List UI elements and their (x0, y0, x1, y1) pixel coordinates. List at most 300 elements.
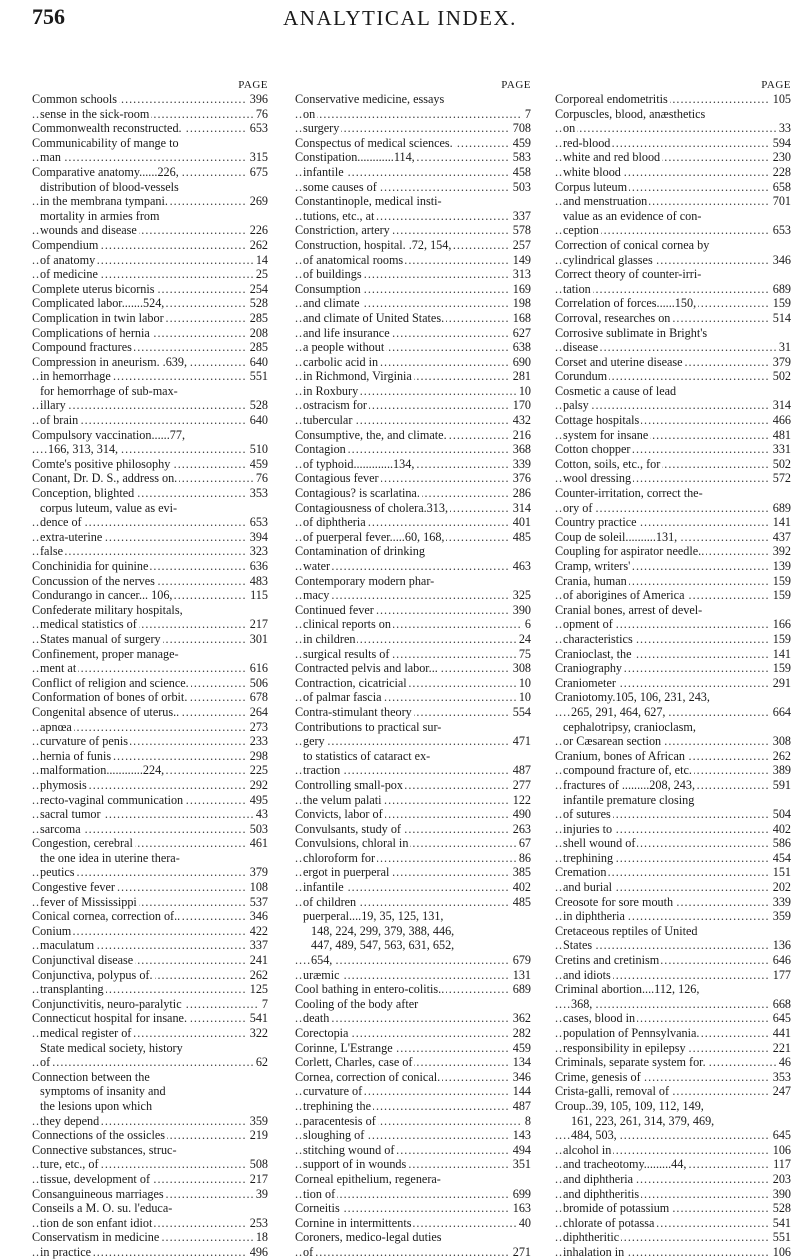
entry-text: extra-uterine (40, 529, 103, 544)
entry-text: of sutures (563, 807, 611, 822)
index-entry (32, 749, 268, 764)
entry-text: Correlation of forces......150, (555, 296, 697, 311)
entry-page-number: 376 (510, 471, 531, 486)
entry-page-number: 459 (510, 1041, 531, 1056)
entry-text: Conchinidia for quinine (32, 559, 149, 573)
index-entry (295, 1245, 531, 1260)
entry-page-number: 46 (776, 1055, 791, 1070)
index-entry (295, 150, 531, 165)
index-entry (555, 296, 791, 311)
index-entry (555, 1201, 791, 1216)
entry-text: cephalotripsy, cranioclasm, (563, 719, 696, 734)
index-entry (555, 253, 791, 268)
index-entry (295, 793, 531, 808)
entry-text: Coupling for aspirator needle.. (555, 544, 705, 559)
entry-text: and diphtheria (563, 1171, 634, 1186)
entry-page-number: 271 (510, 1245, 531, 1260)
entry-text: Corpus luteum (555, 179, 628, 194)
entry-text: or Cæsarean section (563, 734, 662, 749)
entry-text: Contra-stimulant theory (295, 704, 412, 719)
index-entry (295, 165, 531, 180)
entry-text: 654, (311, 953, 333, 968)
entry-text: Concussion of the nerves (32, 573, 155, 588)
entry-page-number: 481 (770, 428, 791, 443)
index-entry (32, 1114, 268, 1129)
index-entry (295, 384, 531, 399)
entry-text: Craniotomy.105, 106, 231, 243, (555, 690, 710, 705)
index-entry (555, 1245, 791, 1260)
index-entry (555, 165, 791, 180)
index-entry (295, 1187, 531, 1202)
index-entry (295, 1084, 531, 1099)
entry-page-number: 494 (510, 1143, 531, 1158)
index-entry (295, 603, 531, 618)
index-entry (32, 355, 268, 370)
index-entry (555, 544, 791, 559)
entry-page-number: 353 (770, 1070, 791, 1085)
entry-text: bromide of potassium (563, 1201, 670, 1216)
entry-text: of puerperal fever.....60, 168, (303, 529, 445, 544)
entry-page-number: 441 (770, 1026, 791, 1041)
entry-page-number: 502 (770, 369, 791, 384)
index-entry (295, 1143, 531, 1158)
index-entry (32, 763, 268, 778)
index-entry (555, 938, 791, 953)
entry-page-number: 583 (510, 150, 531, 165)
entry-page-number: 422 (247, 924, 268, 939)
entry-text: of palmar fascia (303, 690, 382, 705)
entry-text: value as an evidence of con- (563, 208, 702, 223)
index-entry (555, 1216, 791, 1231)
entry-text: 265, 291, 464, 627, (571, 704, 666, 719)
entry-text: surgery (303, 121, 340, 136)
entry-page-number: 528 (247, 398, 268, 413)
entry-text: Construction, hospital. .72, 154, (295, 237, 452, 252)
entry-text: and tracheotomy.........44, (563, 1157, 687, 1172)
index-entry (295, 778, 531, 793)
entry-text: Corrosive sublimate in Bright's (555, 325, 708, 340)
entry-page-number: 7 (259, 997, 268, 1012)
index-entry (555, 471, 791, 486)
index-entry (295, 953, 531, 968)
entry-text: of aborigines of America (563, 588, 685, 603)
entry-page-number: 221 (770, 1041, 791, 1056)
index-entry (555, 705, 791, 720)
index-entry (295, 471, 531, 486)
entry-page-number: 487 (510, 763, 531, 778)
column-heading: PAGE (238, 79, 268, 91)
index-entry (555, 442, 791, 457)
entry-page-number: 708 (510, 121, 531, 136)
entry-page-number: 379 (247, 865, 268, 880)
entry-page-number: 638 (510, 340, 531, 355)
entry-page-number: 368 (510, 442, 531, 457)
index-entry (32, 851, 268, 866)
entry-text: system for insane (563, 427, 649, 442)
index-entry (295, 223, 531, 238)
entry-text: Contagious fever (295, 471, 379, 486)
entry-page-number: 263 (510, 822, 531, 837)
index-entry (295, 1114, 531, 1129)
index-entry (555, 1070, 791, 1085)
index-entry (555, 924, 791, 939)
index-entry (32, 705, 268, 720)
entry-page-number: 315 (247, 150, 268, 165)
entry-text: Constipation............114, (295, 150, 415, 165)
entry-page-number: 76 (253, 471, 268, 486)
index-entry (295, 720, 531, 735)
entry-page-number: 308 (510, 661, 531, 676)
index-entry (32, 1026, 268, 1041)
entry-text: 368, (571, 996, 593, 1011)
entry-page-number: 503 (247, 822, 268, 837)
entry-text: stitching wound of (303, 1142, 395, 1157)
entry-text: Conservatism in medicine (32, 1230, 160, 1245)
entry-page-number: 67 (516, 836, 531, 851)
index-entry (32, 107, 268, 122)
entry-text: recto-vaginal communication (40, 792, 184, 807)
index-entry (32, 617, 268, 632)
entry-page-number: 487 (510, 1099, 531, 1114)
entry-text: tutions, etc., at (303, 208, 375, 223)
entry-page-number: 461 (247, 836, 268, 851)
index-entry (555, 355, 791, 370)
index-entry (295, 982, 531, 997)
index-entry (32, 413, 268, 428)
entry-text: water (303, 559, 331, 573)
entry-text: carbolic acid in (303, 354, 379, 369)
index-entry (555, 807, 791, 822)
index-entry (555, 107, 791, 122)
index-entry (295, 1026, 531, 1041)
entry-text: of medicine (40, 267, 98, 282)
entry-text: Corneal epithelium, regenera- (295, 1171, 441, 1186)
index-entry (32, 647, 268, 662)
index-entry (555, 793, 791, 808)
entry-page-number: 485 (510, 530, 531, 545)
entry-text: injuries to (563, 821, 613, 836)
entry-text: for hemorrhage of sub-max- (40, 383, 178, 398)
index-entry (555, 632, 791, 647)
index-entry (32, 501, 268, 516)
entry-page-number: 219 (247, 1128, 268, 1143)
entry-page-number: 281 (510, 369, 531, 384)
entry-text: Contributions to practical sur- (295, 719, 442, 734)
index-entry (32, 924, 268, 939)
index-entry (295, 486, 531, 501)
entry-page-number: 385 (510, 865, 531, 880)
entry-text: Comparative anatomy......226, (32, 164, 179, 179)
entry-text: trephining the (303, 1098, 372, 1113)
entry-text: Criminals, separate system for. (555, 1055, 706, 1070)
entry-text: apnœa (40, 719, 72, 734)
index-entry (295, 107, 531, 122)
index-entry (555, 1084, 791, 1099)
entry-text: Communicability of mange to (32, 135, 179, 150)
index-entry (295, 457, 531, 472)
entry-text: symptoms of insanity and (40, 1084, 166, 1099)
index-entry (555, 282, 791, 297)
entry-text: distribution of blood-vessels (40, 179, 179, 194)
entry-page-number: 390 (770, 1187, 791, 1202)
entry-text: corpus luteum, value as evi- (40, 500, 178, 515)
entry-page-number: 141 (770, 515, 791, 530)
entry-text: and diphtheritis (563, 1186, 640, 1201)
entry-page-number: 14 (253, 253, 268, 268)
index-entry (295, 1230, 531, 1245)
entry-text: sacral tumor (40, 807, 101, 822)
index-entry (555, 865, 791, 880)
entry-page-number: 291 (770, 676, 791, 691)
entry-text: Conservative medicine, essays (295, 92, 445, 106)
entry-page-number: 394 (247, 530, 268, 545)
entry-text: sense in the sick-room (40, 106, 150, 121)
entry-text: Cretaceous reptiles of United (555, 923, 698, 938)
entry-text: Corneitis (295, 1201, 340, 1216)
entry-page-number: 292 (247, 778, 268, 793)
index-entry (295, 121, 531, 136)
entry-page-number: 459 (247, 457, 268, 472)
entry-page-number: 6 (522, 617, 531, 632)
entry-text: ture, etc., of (40, 1157, 99, 1172)
entry-page-number: 139 (770, 559, 791, 574)
entry-page-number: 337 (510, 209, 531, 224)
entry-page-number: 627 (510, 326, 531, 341)
index-entry (295, 1041, 531, 1056)
entry-text: mortality in armies from (40, 208, 160, 223)
entry-page-number: 537 (247, 895, 268, 910)
entry-page-number: 233 (247, 734, 268, 749)
entry-page-number: 159 (770, 296, 791, 311)
entry-page-number: 216 (510, 428, 531, 443)
entry-text: phymosis (40, 777, 87, 792)
index-entry (555, 384, 791, 399)
entry-page-number: 689 (770, 282, 791, 297)
index-entry (295, 413, 531, 428)
index-entry (295, 661, 531, 676)
index-entry (555, 369, 791, 384)
index-entry (32, 442, 268, 457)
entry-page-number: 10 (516, 676, 531, 691)
index-entry (32, 588, 268, 603)
entry-page-number: 392 (770, 544, 791, 559)
entry-page-number: 257 (510, 238, 531, 253)
index-entry (32, 180, 268, 195)
entry-text: Comte's positive philosophy (32, 456, 171, 471)
index-entry (555, 530, 791, 545)
entry-page-number: 459 (510, 136, 531, 151)
entry-text: Corporeal endometritis (555, 92, 668, 106)
entry-text: surgical results of (303, 646, 390, 661)
entry-page-number: 8 (522, 1114, 531, 1129)
entry-page-number: 149 (510, 253, 531, 268)
entry-page-number: 25 (253, 267, 268, 282)
entry-text: and burial (563, 880, 613, 895)
entry-text: Conjunctiva, polypus of. (32, 967, 153, 982)
index-entry (555, 880, 791, 895)
entry-text: ory of (563, 500, 593, 515)
entry-text: Conjunctival disease (32, 953, 134, 968)
entry-text: Crania, human (555, 573, 627, 588)
entry-page-number: 490 (510, 807, 531, 822)
entry-page-number: 640 (247, 355, 268, 370)
index-entry (555, 209, 791, 224)
entry-text: and climate (303, 296, 360, 311)
index-entry (32, 822, 268, 837)
index-entry (32, 982, 268, 997)
entry-text: man (40, 150, 61, 165)
entry-page-number: 463 (510, 559, 531, 574)
entry-text: Cornea, correction of conical. (295, 1069, 441, 1084)
index-entry (32, 661, 268, 676)
index-entry (295, 180, 531, 195)
index-entry (555, 501, 791, 516)
entry-page-number: 640 (247, 413, 268, 428)
entry-page-number: 359 (247, 1114, 268, 1129)
entry-page-number: 264 (247, 705, 268, 720)
entry-page-number: 43 (253, 807, 268, 822)
index-entry (555, 1026, 791, 1041)
index-entry (32, 807, 268, 822)
index-entry (555, 428, 791, 443)
entry-text: infantile (303, 164, 344, 179)
entry-text: Crime, genesis of (555, 1069, 641, 1084)
entry-page-number: 144 (510, 1084, 531, 1099)
entry-page-number: 496 (247, 1245, 268, 1260)
entry-text: opment of (563, 617, 613, 632)
entry-page-number: 282 (510, 1026, 531, 1041)
entry-page-number: 646 (770, 953, 791, 968)
entry-text: Congestion, cerebral (32, 836, 133, 851)
entry-text: and menstruation (563, 194, 648, 209)
entry-text: compound fracture of, etc. (563, 763, 692, 778)
index-entry (555, 895, 791, 910)
index-entry (555, 661, 791, 676)
entry-text: Craniography (555, 661, 623, 676)
entry-page-number: 203 (770, 1172, 791, 1187)
index-entry (555, 778, 791, 793)
index-entry (555, 1157, 791, 1172)
entry-page-number: 39 (253, 1187, 268, 1202)
index-entry (555, 909, 791, 924)
index-entry (32, 1099, 268, 1114)
index-entry (555, 1128, 791, 1143)
entry-text: of (40, 1055, 51, 1070)
entry-text: Common schools (32, 92, 117, 106)
index-entry (295, 515, 531, 530)
index-entry (295, 559, 531, 574)
index-column-3 (555, 79, 791, 1260)
index-entry (295, 398, 531, 413)
entry-text: Complications of hernia (32, 325, 150, 340)
entry-text: sloughing of (303, 1128, 365, 1143)
entry-text: Consumptive, the, and climate. (295, 427, 447, 442)
index-entry (555, 180, 791, 195)
entry-text: puerperal....19, 35, 125, 131, (303, 909, 444, 924)
entry-text: ment at (40, 661, 77, 676)
entry-text: Conformation of bones of orbit. (32, 690, 188, 705)
entry-text: 166, 313, 314, (48, 442, 119, 457)
entry-page-number: 273 (247, 720, 268, 735)
entry-text: Crista-galli, removal of (555, 1084, 670, 1099)
index-entry (32, 238, 268, 253)
entry-text: Consanguineous marriages (32, 1186, 164, 1201)
entry-page-number: 346 (510, 1070, 531, 1085)
entry-text: Connecticut hospital for insane. (32, 1011, 188, 1026)
index-entry (295, 763, 531, 778)
index-entry (555, 1187, 791, 1202)
entry-page-number: 313 (510, 267, 531, 282)
entry-text: Corectopia (295, 1026, 349, 1040)
entry-page-number: 331 (770, 442, 791, 457)
entry-text: ception (563, 223, 599, 238)
entry-page-number: 678 (247, 690, 268, 705)
index-entry (555, 836, 791, 851)
index-entry (555, 92, 791, 107)
index-entry (555, 822, 791, 837)
index-entry (295, 1157, 531, 1172)
index-entry (555, 603, 791, 618)
entry-page-number: 337 (247, 938, 268, 953)
entry-text: medical statistics of (40, 617, 137, 632)
entry-page-number: 653 (247, 515, 268, 530)
index-entry (32, 136, 268, 151)
entry-text: Corpuscles, blood, anæsthetics (555, 106, 706, 121)
index-entry (295, 428, 531, 443)
index-entry (295, 209, 531, 224)
entry-text: Cranioclast, the (555, 646, 632, 661)
entry-page-number: 432 (510, 413, 531, 428)
index-entry (555, 763, 791, 778)
entry-text: in diphtheria (563, 909, 625, 924)
entry-page-number: 458 (510, 165, 531, 180)
entry-text: Cremation (555, 865, 607, 880)
index-entry (555, 326, 791, 341)
index-entry (555, 150, 791, 165)
entry-page-number: 285 (247, 340, 268, 355)
entry-text: they depend (40, 1113, 100, 1128)
entry-page-number: 359 (770, 909, 791, 924)
entry-page-number: 351 (510, 1157, 531, 1172)
index-entry (32, 253, 268, 268)
entry-text: Conant, Dr. D. S., address on. (32, 471, 178, 486)
entry-text: Confederate military hospitals, (32, 602, 183, 617)
index-entry (32, 1172, 268, 1187)
entry-page-number: 143 (510, 1128, 531, 1143)
index-entry (32, 515, 268, 530)
index-entry (32, 720, 268, 735)
entry-page-number: 277 (510, 778, 531, 793)
index-entry (555, 1172, 791, 1187)
index-entry (32, 223, 268, 238)
index-entry (32, 311, 268, 326)
index-entry (555, 194, 791, 209)
entry-page-number: 510 (247, 442, 268, 457)
index-entry (32, 1041, 268, 1056)
entry-page-number: 658 (770, 180, 791, 195)
index-entry (555, 1011, 791, 1026)
entry-page-number: 396 (247, 92, 268, 107)
entry-text: Cranium, bones of African (555, 748, 685, 763)
entry-page-number: 159 (770, 661, 791, 676)
entry-page-number: 323 (247, 544, 268, 559)
entry-text: 148, 224, 299, 379, 388, 446, (311, 923, 455, 938)
entry-page-number: 24 (516, 632, 531, 647)
entry-text: of anatomical rooms (303, 252, 404, 267)
entry-page-number: 514 (770, 311, 791, 326)
index-entry (295, 807, 531, 822)
entry-text: the one idea in uterine thera- (40, 850, 180, 865)
